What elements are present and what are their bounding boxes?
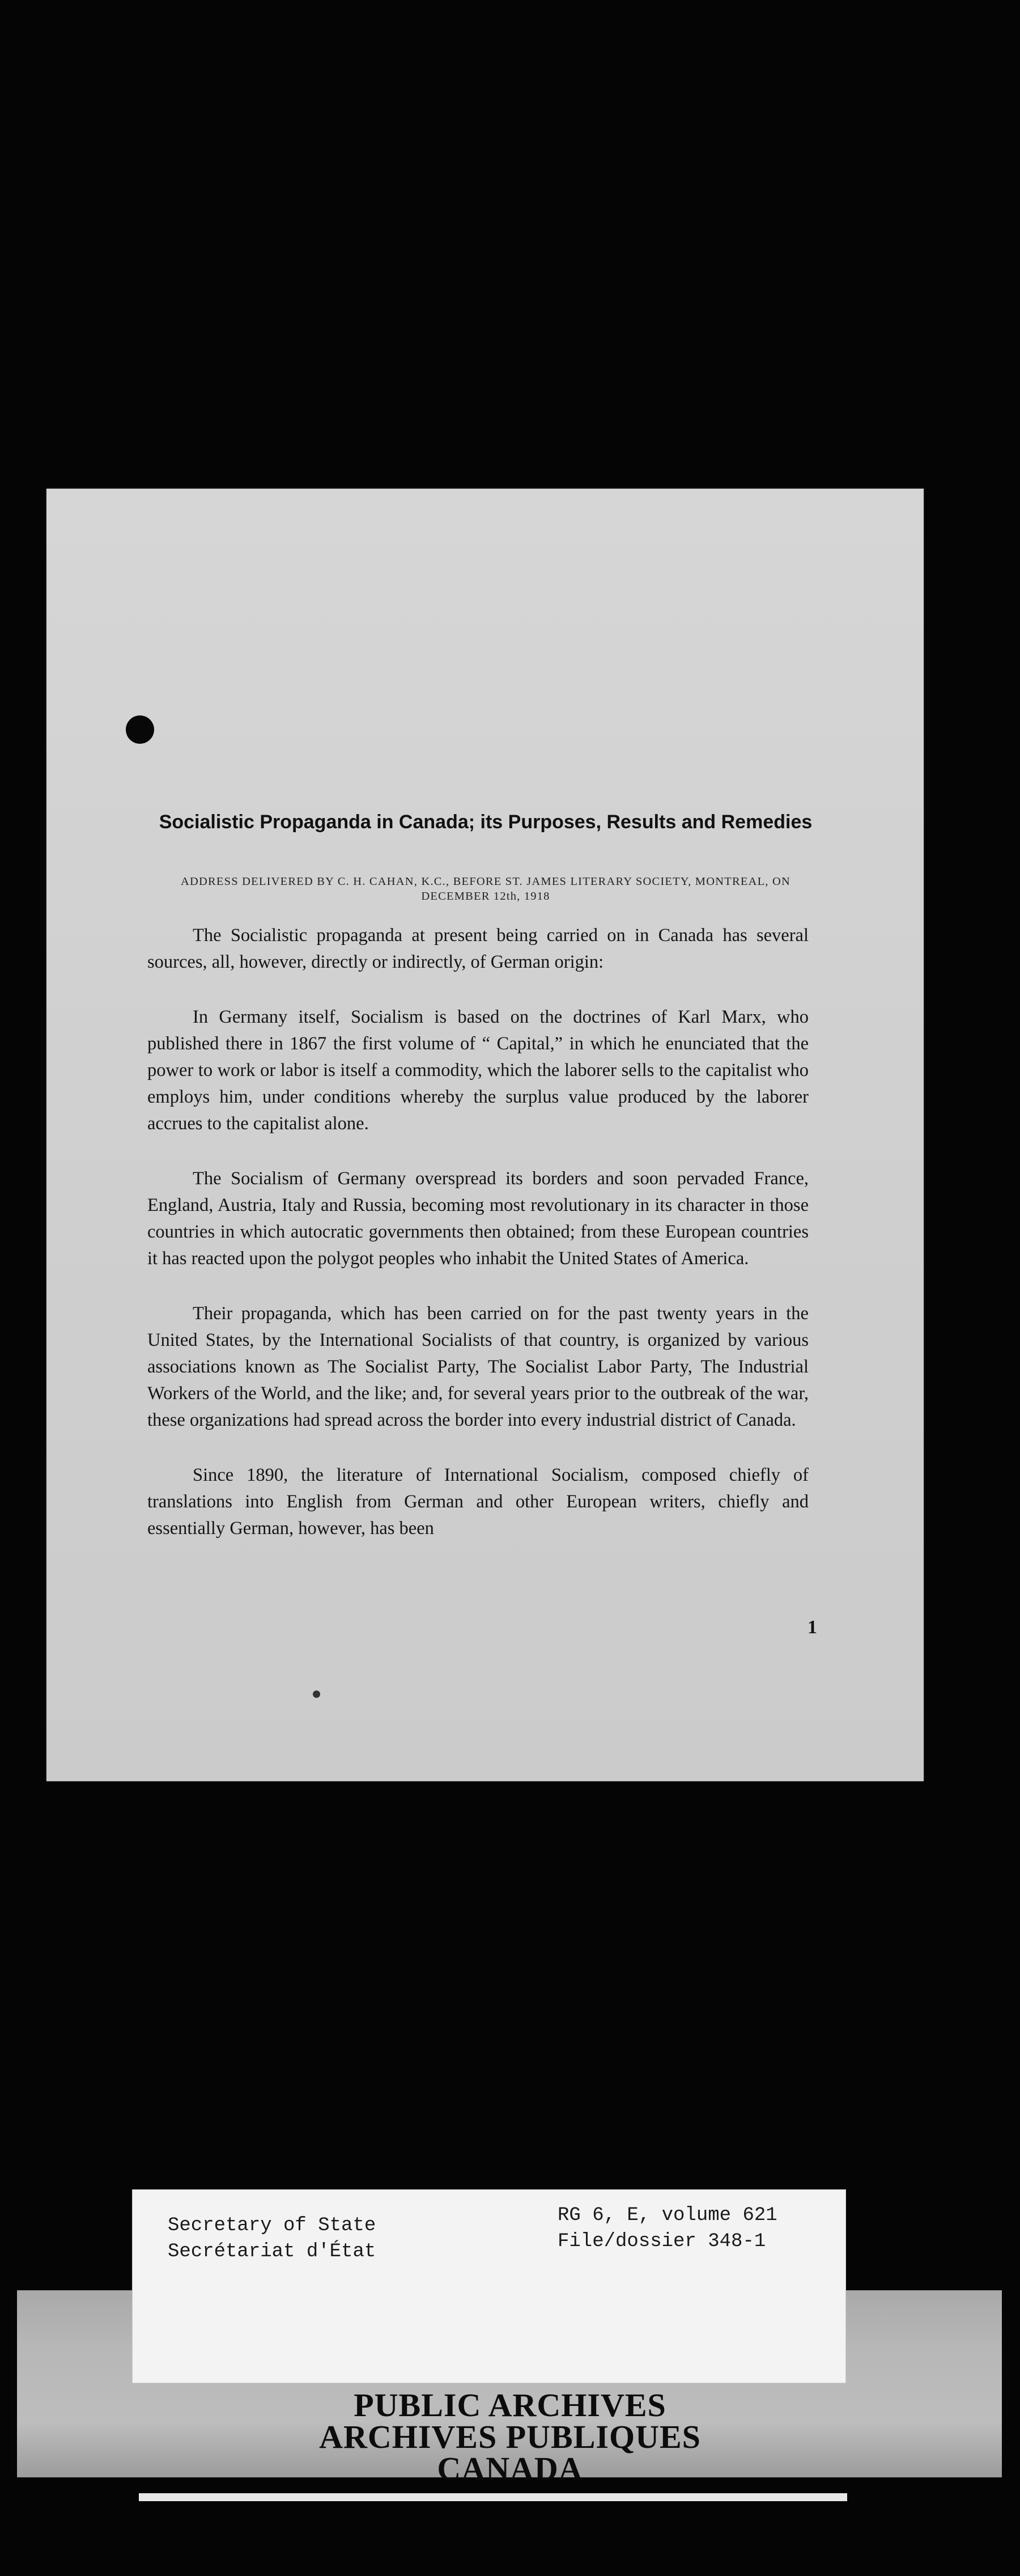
stamp-line-3: CANADA xyxy=(437,2450,583,2487)
stamp-line-2: ARCHIVES PUBLIQUES xyxy=(319,2418,701,2455)
record-group: RG 6, E, volume 621 xyxy=(558,2205,777,2226)
department-label xyxy=(168,2213,376,2265)
paragraph: Their propaganda, which has been carried on for the past twenty years in the United States, by the International Socialists of that country, is organized by various associations known as The Socialist Party, The Socialist Labor Party, The Industrial Workers of the World, and the like; and, for several years prior to the outbreak of the war, these organizations had spread across the border into every industrial district of Canada. xyxy=(147,1303,809,1430)
archives-stamp xyxy=(227,2389,793,2485)
paper-mark xyxy=(313,1690,320,1698)
document-title: Socialistic Propaganda in Canada; its Purposes, Results and Remedies xyxy=(159,811,813,833)
document-body xyxy=(147,922,809,1570)
paragraph: In Germany itself, Socialism is based on the doctrines of Karl Marx, who published there in 1867 the first volume of “ Capital,” in which he enunciated that the power to work or labor is itself a commodity, which the laborer sells to the capitalist who employs him, under conditions whereby the surplus value produced by the laborer accrues to the capitalist alone. xyxy=(147,1007,809,1134)
paragraph: The Socialistic propaganda at present being carried on in Canada has several sources, all, however, directly or indirectly, of German origin: xyxy=(147,925,809,972)
paragraph: The Socialism of Germany overspread its borders and soon pervaded France, England, Austria, Italy and Russia, becoming most revolutionary in its character in those countries in which autocratic governments then obtained; from these European countries it has reacted upon the polygot peoples who inhabit the United States of America. xyxy=(147,1168,809,1269)
stamp-line-1: PUBLIC ARCHIVES xyxy=(354,2387,666,2424)
document-subtitle: ADDRESS DELIVERED BY C. H. CAHAN, K.C., BEFORE ST. JAMES LITERARY SOCIETY, MONTREAL, ON DECEMBER 12th, 1918 xyxy=(181,875,790,903)
reference-card xyxy=(132,2189,846,2383)
file-number: File/dossier 348-1 xyxy=(558,2231,766,2252)
file-reference xyxy=(558,2202,777,2255)
department-en: Secretary of State xyxy=(168,2215,376,2236)
department-fr: Secrétariat d'État xyxy=(168,2241,376,2263)
paragraph: Since 1890, the literature of International Socialism, composed chiefly of translations into English from German and other European writers, chiefly and essentially German, however, has been xyxy=(147,1465,809,1539)
page-number: 1 xyxy=(808,1617,817,1638)
punch-hole xyxy=(126,715,154,744)
document-page xyxy=(46,489,924,1781)
bottom-edge xyxy=(139,2493,847,2501)
